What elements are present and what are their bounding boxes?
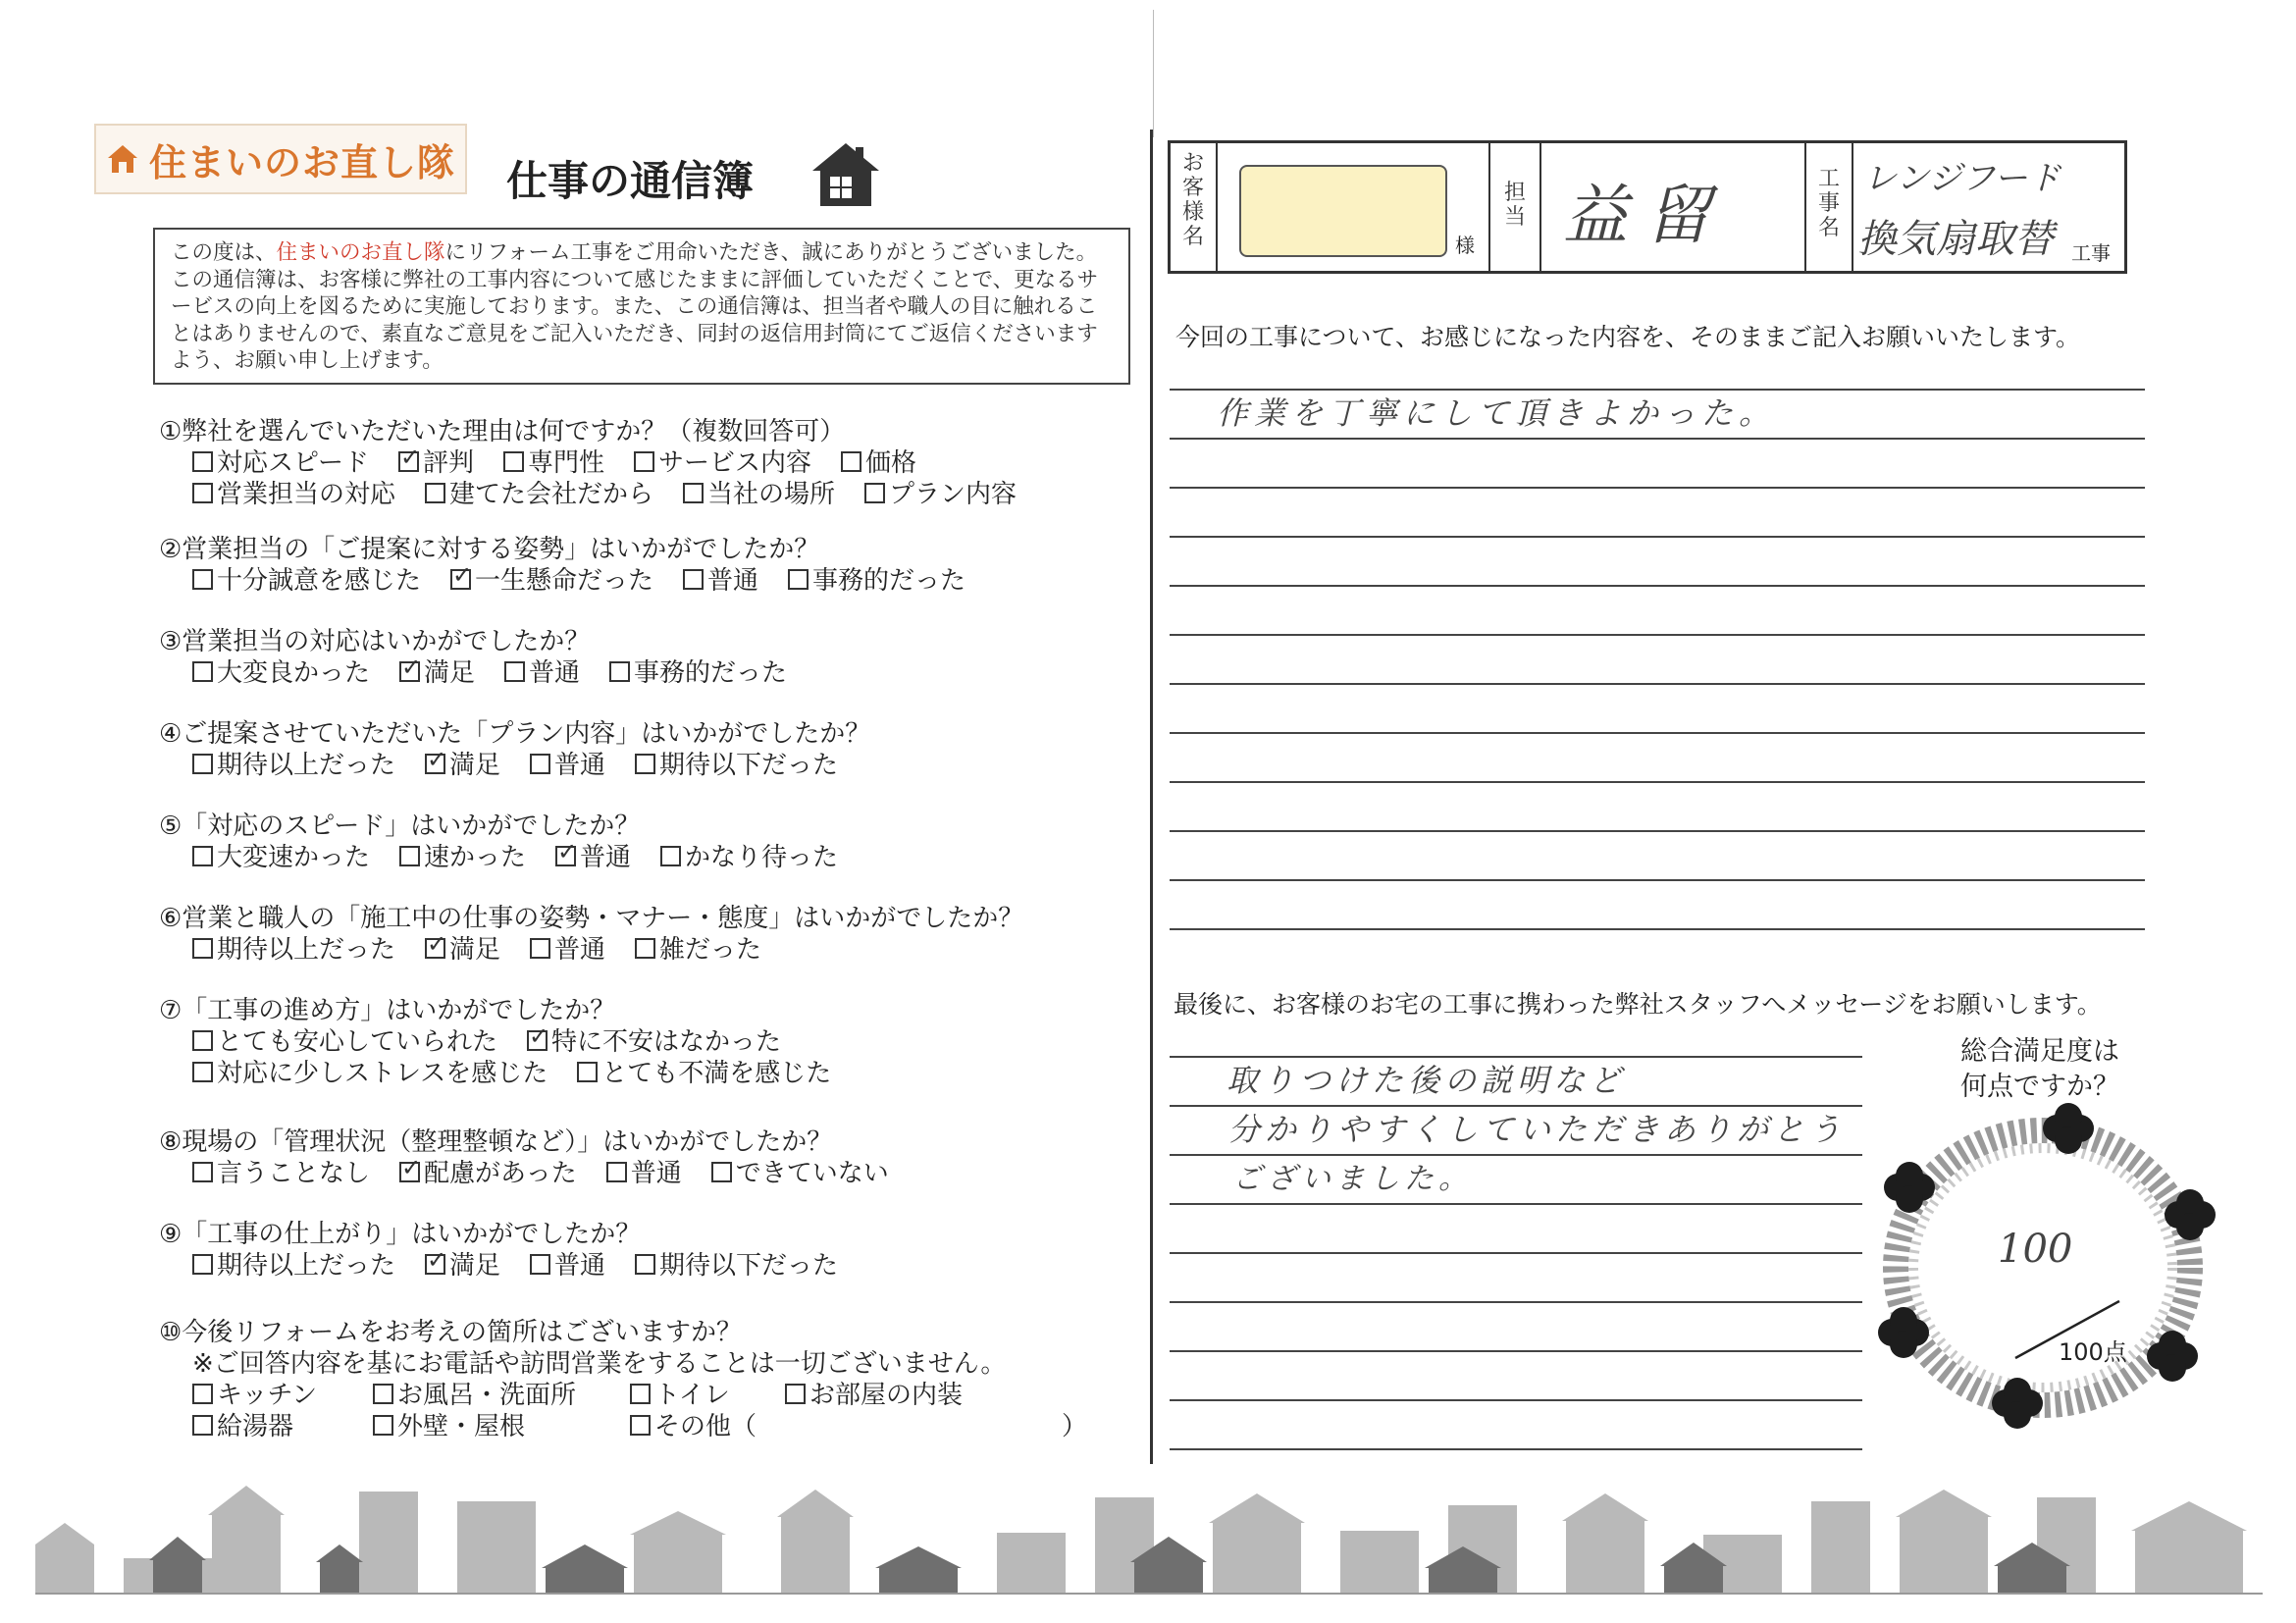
- option-label: 外壁・屋根: [397, 1412, 526, 1441]
- option-label: 当社の場所: [707, 480, 836, 509]
- question-9: [159, 1219, 867, 1282]
- checkbox[interactable]: [630, 1384, 651, 1404]
- option-label: 普通: [554, 1251, 606, 1281]
- impression-instruction: 今回の工事について、お感じになった内容を、そのままご記入お願いいたします。: [1175, 323, 2081, 351]
- checkbox[interactable]: [425, 483, 445, 503]
- ruled-line: [1170, 732, 2145, 734]
- option-label: 事務的だった: [812, 566, 966, 596]
- option[interactable]: [530, 1250, 605, 1282]
- ruled-line: [1170, 1252, 1862, 1254]
- question-10-text: ⑩今後リフォームをお考えの箇所はございますか？: [159, 1318, 743, 1347]
- option[interactable]: [399, 1158, 577, 1189]
- option[interactable]: [555, 842, 631, 873]
- option-label: できていない: [735, 1159, 889, 1188]
- intro-part2: にリフォーム工事をご用命いただき、誠にありがとうございました。この通信簿は、お客様に弊社の工事内容について感じたままに評価していただくことで、更なるサービスの向上を図るために実施しております。また、この通信簿は、担当者や職人の目に触れることはありませんので、素直なご意見をご記入いただき、同封の返信用封筒にてご返信くださいますよう、お願い申し上げます。: [171, 240, 1099, 373]
- question-text: ②営業担当の「ご提案に対する姿勢」はいかがでしたか？: [159, 535, 820, 564]
- option[interactable]: [425, 1250, 500, 1282]
- option-label: 事務的だった: [634, 658, 788, 688]
- question-3: [159, 626, 816, 689]
- satisfaction-max: 100点: [2059, 1338, 2127, 1366]
- option-row: [192, 565, 995, 597]
- option-label: 満足: [449, 1251, 501, 1281]
- ruled-line: [1170, 879, 2145, 881]
- option-label: キッチン: [217, 1381, 318, 1410]
- question-6: [159, 903, 1023, 966]
- work-name-line1: レンジフード: [1863, 159, 2061, 198]
- option[interactable]: [192, 750, 395, 781]
- customer-label-cell: [1171, 143, 1218, 271]
- option[interactable]: [606, 1158, 682, 1189]
- option-label: 普通: [580, 843, 632, 872]
- option[interactable]: [192, 934, 395, 966]
- option[interactable]: [683, 479, 835, 510]
- option[interactable]: [785, 1380, 1001, 1411]
- ruled-line: [1170, 1350, 1862, 1352]
- work-suffix: 工事: [2071, 241, 2111, 265]
- checkbox[interactable]: [711, 1162, 732, 1182]
- ruled-line: [1170, 487, 2145, 489]
- company-logo: [94, 124, 467, 194]
- checkbox[interactable]: [192, 1254, 213, 1275]
- checkbox[interactable]: [192, 1030, 213, 1051]
- ruled-line: [1170, 438, 2145, 440]
- checkbox[interactable]: [504, 661, 525, 682]
- checkbox[interactable]: [192, 661, 213, 682]
- question-text: ①弊社を選んでいただいた理由は何ですか？（複数回答可）: [159, 417, 846, 446]
- checkbox[interactable]: [530, 1254, 550, 1275]
- option[interactable]: [630, 1380, 785, 1411]
- checked-checkbox[interactable]: [425, 1254, 445, 1275]
- option-label: 普通: [529, 658, 581, 688]
- option-label: 評判: [422, 448, 474, 478]
- checkbox[interactable]: [785, 1384, 806, 1404]
- checkbox[interactable]: [192, 1162, 213, 1182]
- checkbox[interactable]: [660, 846, 681, 866]
- checked-checkbox[interactable]: [398, 451, 419, 472]
- ruled-line: [1170, 1448, 1862, 1450]
- checkbox[interactable]: [503, 451, 524, 472]
- ruled-line: [1170, 683, 2145, 685]
- question-10: [159, 1317, 1140, 1442]
- option[interactable]: [192, 1026, 497, 1058]
- option-label: 十分誠意を感じた: [217, 566, 422, 596]
- question-text: ⑧現場の「管理状況（整理整頓など）」はいかがでしたか？: [159, 1127, 833, 1157]
- option-label: 期待以下だった: [659, 1251, 839, 1281]
- option[interactable]: [398, 447, 474, 479]
- checkbox[interactable]: [683, 483, 704, 503]
- option[interactable]: [630, 1411, 826, 1442]
- option[interactable]: [192, 1058, 548, 1089]
- customer-name-field[interactable]: [1239, 165, 1447, 257]
- checkbox[interactable]: [634, 451, 654, 472]
- option-label: 言うことなし: [217, 1159, 371, 1188]
- center-divider: [1150, 130, 1153, 1464]
- option-label: とても不満を感じた: [601, 1059, 832, 1088]
- checkbox[interactable]: [373, 1415, 393, 1436]
- checkbox[interactable]: [192, 1062, 213, 1082]
- option-label: 期待以下だった: [659, 751, 839, 780]
- question-7: [159, 995, 861, 1089]
- ruled-line: [1170, 1301, 1862, 1303]
- ruled-line: [1170, 830, 2145, 832]
- option[interactable]: [577, 1058, 831, 1089]
- option[interactable]: [530, 750, 605, 781]
- option[interactable]: [399, 842, 526, 873]
- checked-checkbox[interactable]: [555, 846, 576, 866]
- work-label-cell: [1806, 143, 1853, 271]
- option[interactable]: [788, 565, 965, 597]
- option-label: 満足: [424, 658, 476, 688]
- option-label: 満足: [449, 935, 501, 965]
- staff-label: 担当: [1503, 181, 1526, 230]
- checkbox[interactable]: [192, 569, 213, 590]
- ruled-line: [1170, 1399, 1862, 1401]
- question-10-note: ※ご回答内容を基にお電話や訪問営業をすることは一切ございません。: [192, 1349, 1007, 1379]
- customer-name-cell: [1218, 143, 1490, 271]
- cityscape-decoration: [35, 1472, 2263, 1599]
- checkbox[interactable]: [864, 483, 885, 503]
- staff-name-cell: [1541, 143, 1806, 271]
- checkbox[interactable]: [192, 938, 213, 959]
- checkbox[interactable]: [399, 846, 420, 866]
- checkbox[interactable]: [192, 483, 213, 503]
- checkbox[interactable]: [577, 1062, 598, 1082]
- option[interactable]: [530, 934, 605, 966]
- option-label: 配慮があった: [424, 1159, 577, 1188]
- option-label: 期待以上だった: [217, 1251, 396, 1281]
- checkbox[interactable]: [635, 938, 655, 959]
- logo-text: 住まいのお直し隊: [149, 140, 456, 184]
- option-label: お風呂・洗面所: [397, 1381, 577, 1410]
- intro-part1: この度は、: [171, 240, 277, 265]
- option[interactable]: [192, 1158, 370, 1189]
- message-line-1: 取りつけた後の説明など: [1226, 1062, 1627, 1099]
- option-row: [192, 1058, 861, 1089]
- satisfaction-label-line1: 総合満足度は: [1960, 1036, 2119, 1067]
- sama-suffix: 様: [1455, 234, 1475, 257]
- option-row: [192, 750, 870, 781]
- option-row: [192, 1026, 861, 1058]
- option-label: サービス内容: [658, 448, 812, 478]
- ruled-line: [1170, 928, 2145, 930]
- question-10-row2: [192, 1411, 1140, 1442]
- question-text: ⑨「工事の仕上がり」はいかがでしたか？: [159, 1220, 642, 1249]
- option-label: 一生懸命だった: [475, 566, 654, 596]
- checkbox[interactable]: [683, 569, 704, 590]
- customer-info-table: [1168, 140, 2127, 274]
- option-row: [192, 657, 816, 689]
- question-5: [159, 811, 867, 873]
- other-close-paren: ）: [1062, 1412, 1088, 1441]
- intro-text-box: [153, 228, 1130, 385]
- checked-checkbox[interactable]: [399, 1162, 420, 1182]
- option[interactable]: [192, 447, 369, 479]
- document-title: 仕事の通信簿: [506, 157, 755, 205]
- satisfaction-label-line2: 何点ですか？: [1960, 1072, 2119, 1102]
- ruled-line: [1170, 1203, 1862, 1205]
- option-label: プラン内容: [889, 480, 1018, 509]
- option-label: 速かった: [424, 843, 527, 872]
- option-row: [192, 934, 1023, 966]
- option-label: 普通: [554, 751, 606, 780]
- fold-line: [1153, 10, 1154, 137]
- option-label: 満足: [449, 751, 501, 780]
- ruled-line: [1170, 781, 2145, 783]
- ruled-line: [1170, 536, 2145, 538]
- option-label: 専門性: [527, 448, 604, 478]
- option[interactable]: [192, 1380, 373, 1411]
- option[interactable]: [660, 842, 838, 873]
- house-icon: [810, 139, 881, 210]
- checkbox[interactable]: [373, 1384, 393, 1404]
- option[interactable]: [450, 565, 653, 597]
- option[interactable]: [425, 479, 653, 510]
- checkbox[interactable]: [530, 938, 550, 959]
- message-instruction: 最後に、お客様のお宅の工事に携わった弊社スタッフへメッセージをお願いします。: [1174, 990, 2102, 1019]
- checkbox[interactable]: [606, 1162, 627, 1182]
- house-logo-icon: [106, 142, 139, 176]
- option-label: とても安心していられた: [217, 1027, 498, 1057]
- checkbox[interactable]: [635, 1254, 655, 1275]
- option[interactable]: [711, 1158, 889, 1189]
- checked-checkbox[interactable]: [399, 661, 420, 682]
- option[interactable]: [635, 934, 761, 966]
- option-label: 特に不安はなかった: [551, 1027, 782, 1057]
- checked-checkbox[interactable]: [450, 569, 471, 590]
- message-line-2: 分かりやすくしていただきありがとう: [1228, 1111, 1847, 1148]
- option[interactable]: [503, 447, 604, 479]
- option-label: 営業担当の対応: [217, 480, 396, 509]
- option[interactable]: [192, 1250, 395, 1282]
- option[interactable]: [192, 479, 395, 510]
- option[interactable]: [635, 1250, 838, 1282]
- checkbox[interactable]: [530, 754, 550, 774]
- option-label: 普通: [630, 1159, 682, 1188]
- question-text: ④ご提案させていただいた「プラン内容」はいかがでしたか？: [159, 719, 871, 749]
- work-label: 工事名: [1817, 167, 1840, 240]
- checkbox[interactable]: [192, 1384, 213, 1404]
- option[interactable]: [841, 447, 916, 479]
- option-row: [192, 1158, 918, 1189]
- option[interactable]: [192, 842, 370, 873]
- option[interactable]: [864, 479, 1017, 510]
- checked-checkbox[interactable]: [527, 1030, 548, 1051]
- work-name-line2: 換気扇取替: [1857, 217, 2054, 262]
- option[interactable]: [425, 934, 500, 966]
- question-text: ⑦「工事の進め方」はいかがでしたか？: [159, 996, 616, 1025]
- question-text: ⑤「対応のスピード」はいかがでしたか？: [159, 812, 641, 841]
- option-row: [192, 447, 1046, 479]
- checkbox[interactable]: [635, 754, 655, 774]
- option-row: [192, 842, 867, 873]
- option-label: 対応スピード: [217, 448, 369, 478]
- satisfaction-label: [1957, 1034, 2123, 1105]
- intro-company-name: 住まいのお直し隊: [276, 240, 445, 265]
- checkbox[interactable]: [192, 1415, 213, 1436]
- question-2: [159, 534, 995, 597]
- option-label: かなり待った: [685, 843, 839, 872]
- checkbox[interactable]: [192, 846, 213, 866]
- checked-checkbox[interactable]: [425, 938, 445, 959]
- option-label: 給湯器: [217, 1412, 294, 1441]
- option[interactable]: [609, 657, 787, 689]
- checked-checkbox[interactable]: [425, 754, 445, 774]
- option-label: 期待以上だった: [217, 751, 396, 780]
- option-label: 大変良かった: [217, 658, 371, 688]
- option-label: 期待以上だった: [217, 935, 396, 965]
- option[interactable]: [425, 750, 500, 781]
- checkbox[interactable]: [192, 754, 213, 774]
- staff-label-cell: [1490, 143, 1541, 271]
- option[interactable]: [527, 1026, 781, 1058]
- checkbox[interactable]: [841, 451, 861, 472]
- option[interactable]: [373, 1380, 630, 1411]
- option-label: その他（: [654, 1412, 757, 1441]
- checkbox[interactable]: [192, 451, 213, 472]
- staff-name: 益留: [1563, 178, 1728, 253]
- checkbox[interactable]: [788, 569, 809, 590]
- option-label: お部屋の内装: [809, 1381, 964, 1410]
- checkbox[interactable]: [609, 661, 630, 682]
- option[interactable]: [373, 1411, 630, 1442]
- checkbox[interactable]: [630, 1415, 651, 1436]
- question-10-row1: [192, 1380, 1140, 1411]
- ruled-line: [1170, 634, 2145, 636]
- satisfaction-score: 100: [1998, 1227, 2073, 1272]
- work-name-cell: [1853, 143, 2124, 271]
- ruled-line: [1170, 585, 2145, 587]
- option-label: 価格: [865, 448, 917, 478]
- option[interactable]: [683, 565, 758, 597]
- option-label: 対応に少しストレスを感じた: [217, 1059, 548, 1088]
- question-text: ⑥営業と職人の「施工中の仕事の姿勢・マナー・態度」はいかがでしたか？: [159, 904, 1024, 933]
- message-line-3: ございました。: [1232, 1162, 1473, 1196]
- option-label: 普通: [554, 935, 606, 965]
- option-label: 建てた会社だから: [449, 480, 654, 509]
- option[interactable]: [635, 750, 838, 781]
- option[interactable]: [634, 447, 811, 479]
- option-label: 普通: [707, 566, 759, 596]
- question-1: [159, 416, 1046, 510]
- option-row: [192, 1250, 867, 1282]
- option[interactable]: [192, 1411, 373, 1442]
- option-label: 雑だった: [659, 935, 762, 965]
- option[interactable]: [192, 565, 421, 597]
- option[interactable]: [504, 657, 580, 689]
- option[interactable]: [399, 657, 475, 689]
- customer-label: お客様名: [1181, 151, 1204, 249]
- option-label: トイレ: [654, 1381, 730, 1410]
- question-8: [159, 1126, 918, 1189]
- question-text: ③営業担当の対応はいかがでしたか？: [159, 627, 591, 656]
- impression-handwritten: 作業を丁寧にして頂きよかった。: [1217, 394, 1777, 432]
- option-row: [192, 479, 1046, 510]
- option[interactable]: [192, 657, 370, 689]
- question-4: [159, 718, 870, 781]
- option-label: 大変速かった: [217, 843, 371, 872]
